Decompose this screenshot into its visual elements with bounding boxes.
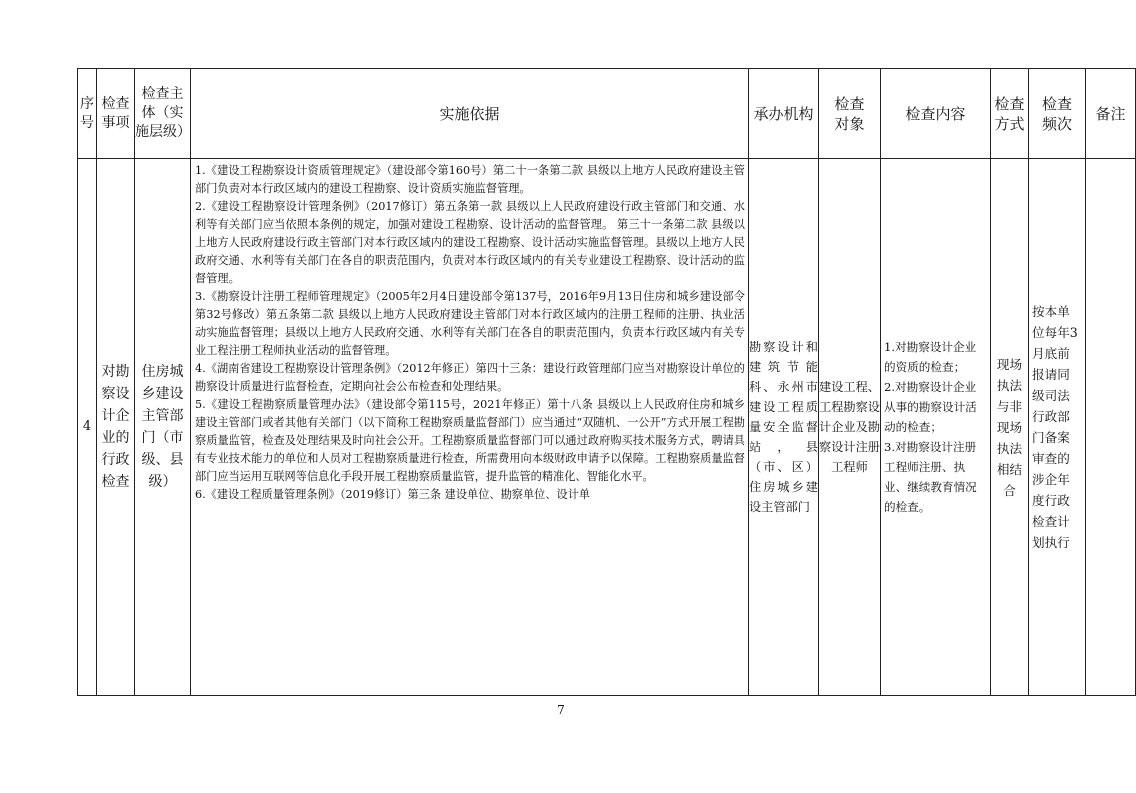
header-remark: 备注: [1086, 69, 1136, 159]
basis-item: 5.《建设工程勘察质量管理办法》（建设部令第115号，2021年修正）第十八条 县级以上人民政府住房和城乡建设主管部门或者其他有关部门（以下简称工程勘察质量监督部门）应当通过“双随机、一公开”方式开展工程勘察质量监管，检查及处理结果及时向社会公开。工程勘察质量监督部门可以通过政府购买技术服务方式，聘请具有专业技术能力的单位和人员对工程勘察质量进行检查，所需费用向本级财政申请予以保障。工程勘察质量监督部门应当运用互联网等信息化手段开展工程勘察质量监管，提升监管的精准化、智能化水平。: [195, 398, 745, 483]
row-method: 现场执法与非现场执法相结合: [991, 159, 1029, 696]
header-basis: 实施依据: [191, 69, 749, 159]
row-subject: 住房城乡建设主管部门（市级、县级）: [135, 159, 191, 696]
inspection-table: [77, 68, 1136, 696]
row-agency: 勘察设计和建筑节能科、永州市建设工程质量安全监督站，县（市、区）住房城乡建设主管部门: [749, 159, 819, 696]
row-content: [881, 159, 991, 696]
basis-item: 1.《建设工程勘察设计资质管理规定》（建设部令第160号）第二十一条第二款 县级以上地方人民政府建设主管部门负责对本行政区域内的建设工程勘察、设计资质实施监督管理。: [195, 164, 745, 195]
basis-item: 2.《建设工程勘察设计管理条例》（2017修订）第五条第一款 县级以上人民政府建设行政主管部门和交通、水利等有关部门应当依照本条例的规定，加强对建设工程勘察、设计活动的监督管理。 第三十一条第二款 县级以上地方人民政府建设行政主管部门对本行政区域内的建设工程勘察、设计活动实施监督管理。县级以上地方人民政府交通、水利等有关部门在各自的职责范围内，负责对本行政区域内的有关专业建设工程勘察、设计活动的监督管理。: [195, 200, 745, 285]
basis-item: 6.《建设工程质量管理条例》（2019修订）第三条 建设单位、勘察单位、设计单: [195, 488, 591, 501]
content-item: 1.对勘察设计企业的资质的检查；: [884, 340, 977, 374]
row-remark: [1086, 159, 1136, 696]
row-frequency: 按本单位每年3月底前报请同级司法行政部门备案审查的涉企年度行政检查计划执行: [1029, 159, 1086, 696]
header-row: [78, 69, 1136, 159]
header-seq: 序号: [78, 69, 97, 159]
row-basis: [191, 159, 749, 696]
header-target: 检查对象: [819, 69, 881, 159]
page-number: 7: [557, 703, 565, 717]
row-item: 对勘察设计企业的行政检查: [97, 159, 135, 696]
row-target: 建设工程、工程勘察设计企业及勘察设计注册工程师: [819, 159, 881, 696]
table-row: [78, 159, 1136, 696]
content-item: 2.对勘察设计企业从事的勘察设计活动的检查；: [884, 380, 977, 434]
content-item: 3.对勘察设计注册工程师注册、执业、继续教育情况的检查。: [884, 440, 977, 514]
row-seq: 4: [78, 159, 97, 696]
header-content: 检查内容: [881, 69, 991, 159]
header-agency: 承办机构: [749, 69, 819, 159]
header-frequency: 检查频次: [1029, 69, 1086, 159]
basis-item: 4.《湖南省建设工程勘察设计管理条例》（2012年修正）第四十三条：建设行政管理部门应当对勘察设计单位的勘察设计质量进行监督检查，定期向社会公布检查和处理结果。: [195, 362, 745, 393]
basis-item: 3.《勘察设计注册工程师管理规定》（2005年2月4日建设部令第137号，2016年9月13日住房和城乡建设部令第32号修改）第五条第二款 县级以上地方人民政府建设主管部门对本行政区域内的注册工程师的注册、执业活动实施监督管理；县级以上地方人民政府交通、水利等有关部门在各自的职责范围内，负责本行政区域内有关专业工程注册工程师执业活动的监督管理。: [195, 290, 745, 357]
header-method: 检查方式: [991, 69, 1029, 159]
header-item: 检查事项: [97, 69, 135, 159]
header-subject: 检查主体（实施层级）: [135, 69, 191, 159]
